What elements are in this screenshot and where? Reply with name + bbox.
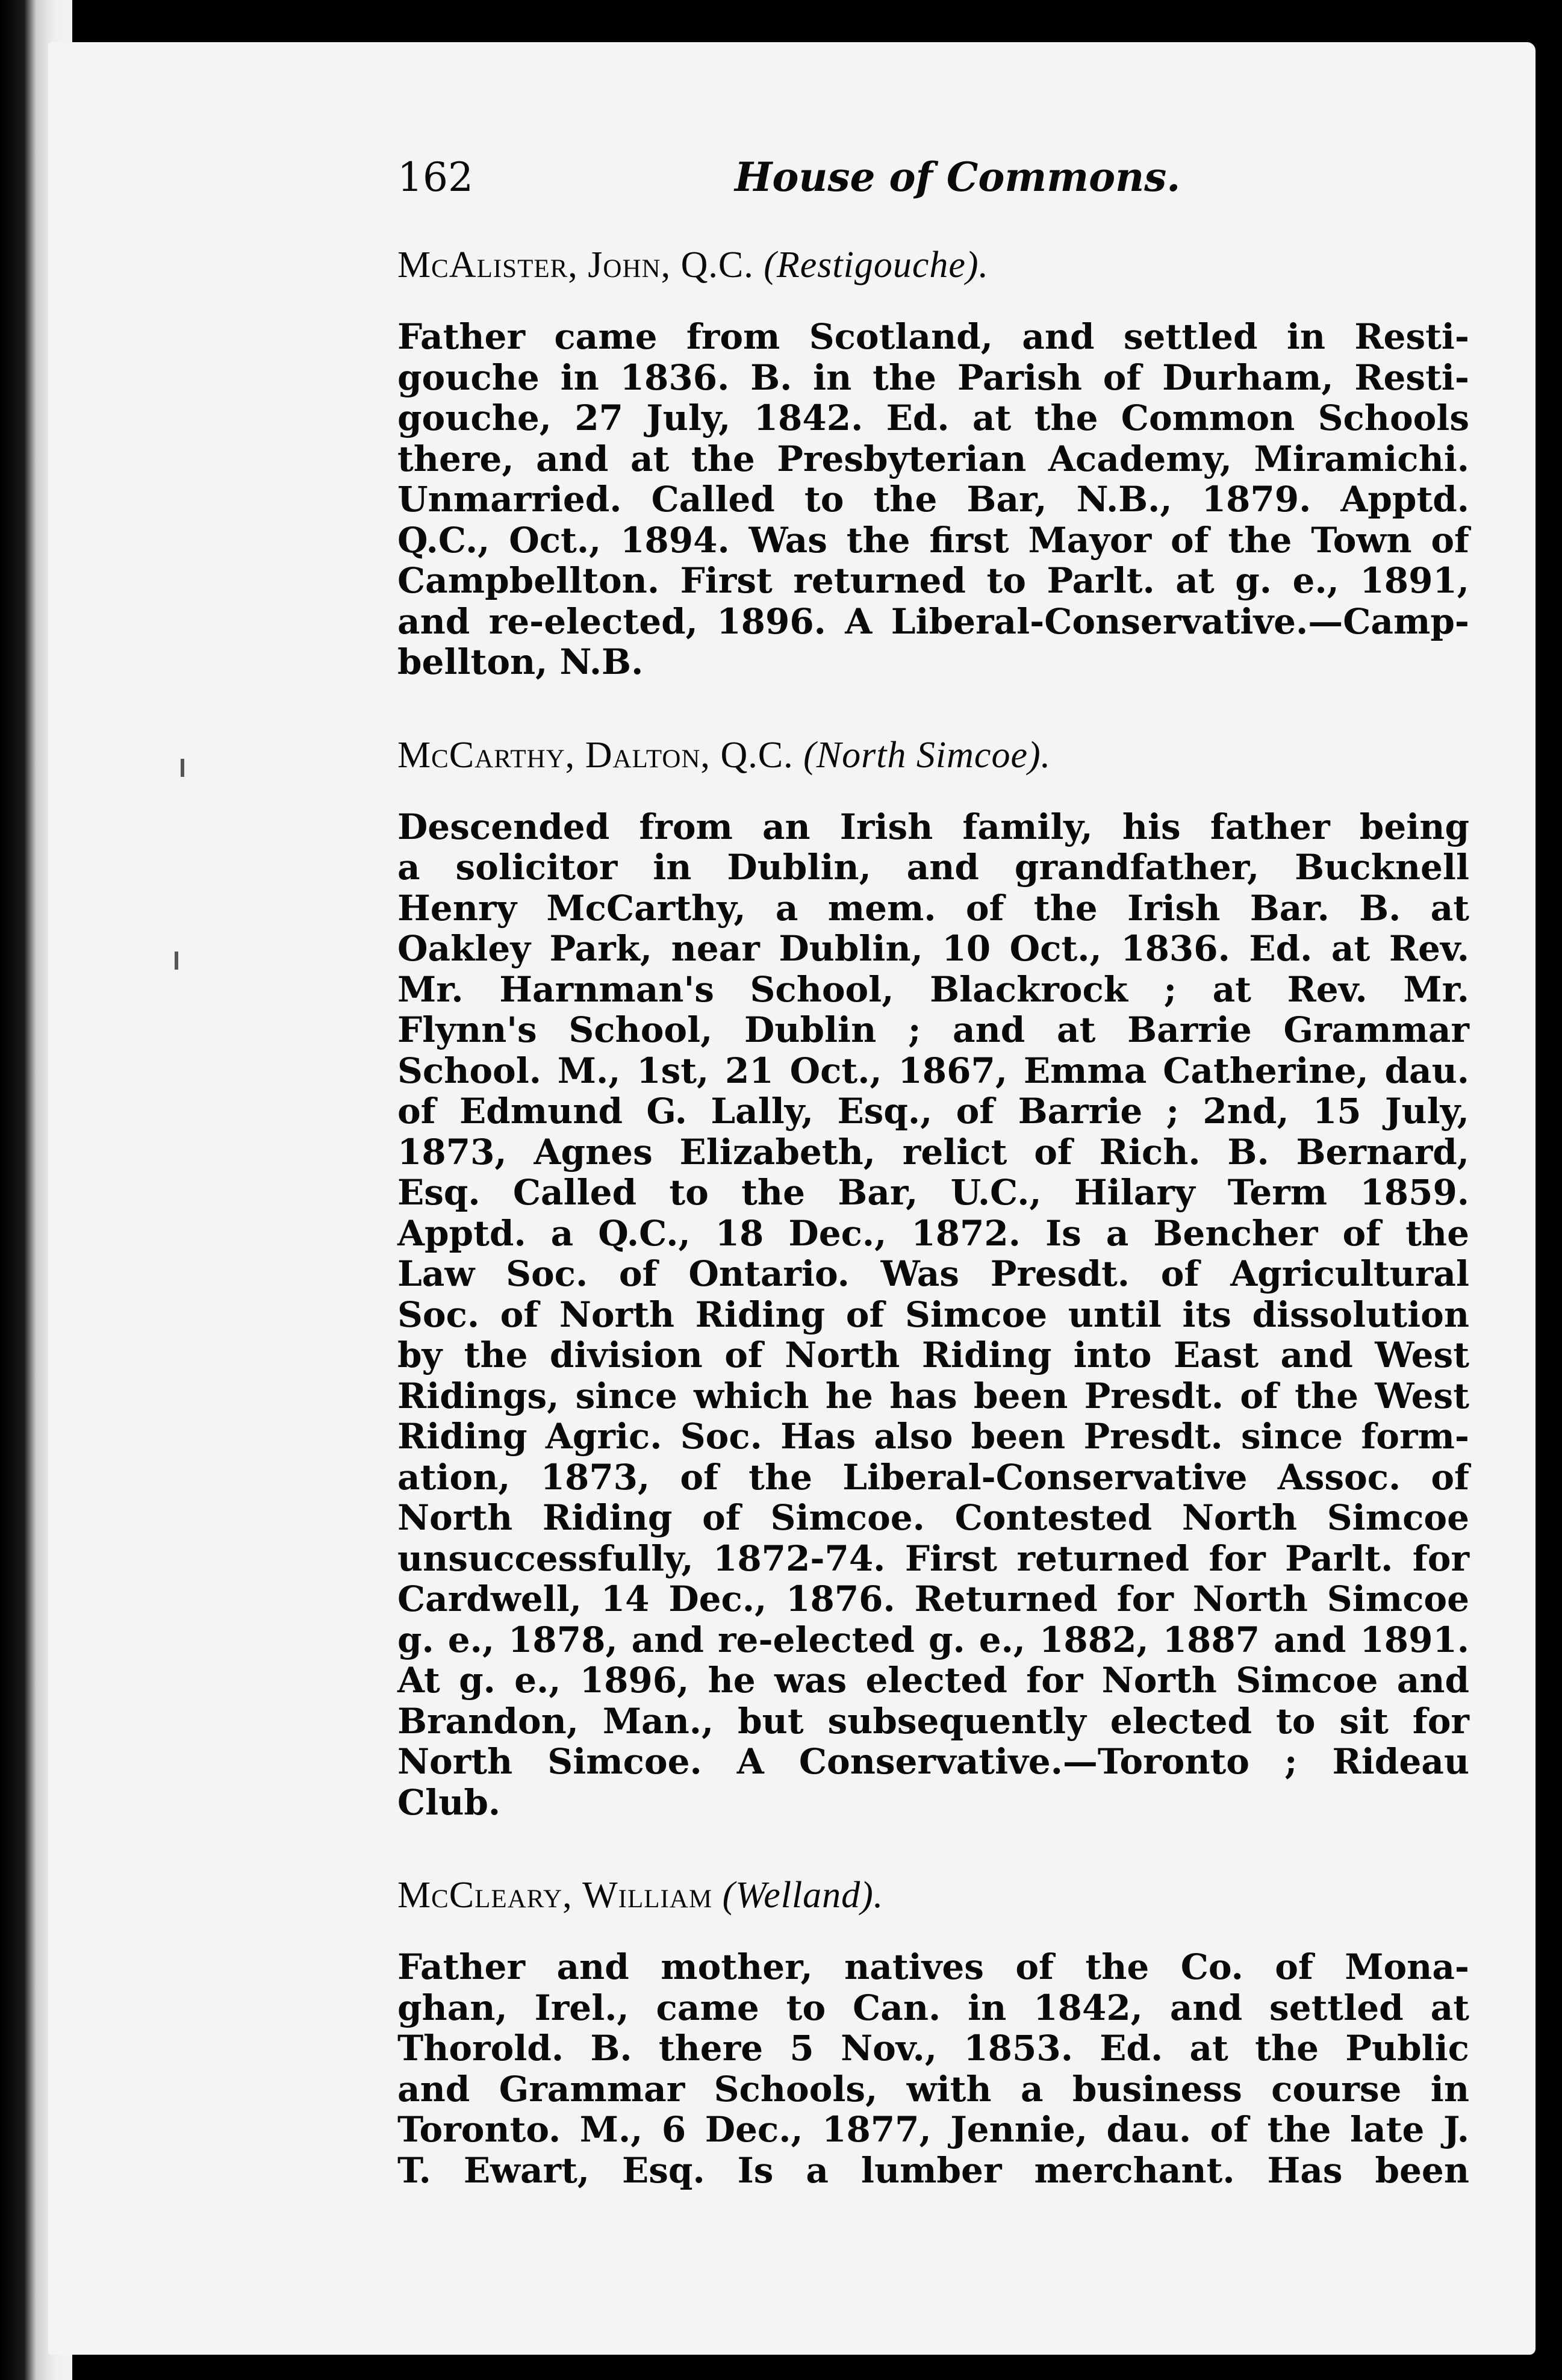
margin-mark [181,759,184,777]
entry-mccleary [397,1874,1469,2191]
text-line: a solicitor in Dublin, and grandfather, Bucknell [397,847,1469,888]
text-line: Q.C., Oct., 1894. Was the first Mayor of the Town of [397,519,1469,561]
text-line: bellton, N.B. [397,641,644,682]
text-line: Father came from Scotland, and settled in Resti- [397,316,1469,357]
text-line: Esq. Called to the Bar, U.C., Hilary Term 1859. [397,1172,1469,1213]
text-line: Oakley Park, near Dublin, 10 Oct., 1836. Ed. at Rev. [397,928,1469,969]
entry-riding: (Welland). [722,1875,884,1916]
text-line: At g. e., 1896, he was elected for North Simcoe and [397,1660,1469,1701]
entry-given-name: John, [588,245,671,285]
entry-given-name: Dalton, [585,734,711,776]
entry-biography [397,317,1469,683]
entry-suffix: Q.C. [720,734,794,776]
entry-surname: McCleary, [397,1875,573,1916]
entry-riding: (North Simcoe). [803,734,1051,776]
entry-heading [397,244,1469,287]
text-line: Campbellton. First returned to Parlt. at g. e., 1891, [397,560,1469,601]
running-head [397,154,1469,208]
text-line: Ridings, since which he has been Presdt. of the West [397,1375,1469,1416]
text-line: T. Ewart, Esq. Is a lumber merchant. Has been [397,2149,1469,2191]
text-line: and Grammar Schools, with a business course in [397,2068,1469,2110]
text-line: Brandon, Man., but subsequently elected to sit for [397,1700,1469,1742]
text-line: Father and mother, natives of the Co. of Mona- [397,1946,1469,1987]
text-line: Soc. of North Riding of Simcoe until its dissolution [397,1294,1469,1335]
running-title: House of Commons. [735,154,1181,201]
text-line: gouche in 1836. B. in the Parish of Durham, Resti- [397,357,1469,398]
text-line: Riding Agric. Soc. Has also been Presdt. since form- [397,1416,1469,1457]
page-number: 162 [397,154,473,201]
text-line: North Riding of Simcoe. Contested North Simcoe [397,1497,1469,1538]
text-line: by the division of North Riding into East and West [397,1335,1469,1375]
text-line: 1873, Agnes Elizabeth, relict of Rich. B. Bernard, [397,1131,1469,1173]
text-line: Unmarried. Called to the Bar, N.B., 1879. Apptd. [397,479,1469,520]
text-line: of Edmund G. Lally, Esq., of Barrie ; 2nd, 15 July, [397,1091,1469,1132]
text-line: Cardwell, 14 Dec., 1876. Returned for North Simcoe [397,1578,1469,1619]
text-line: North Simcoe. A Conservative.—Toronto ; Rideau [397,1741,1469,1782]
text-line: Flynn's School, Dublin ; and at Barrie Grammar [397,1009,1469,1050]
entry-mccarthy [397,734,1469,1824]
entry-biography [397,1947,1469,2191]
entry-mcalister [397,244,1469,683]
text-line: ghan, Irel., came to Can. in 1842, and settled at [397,1987,1469,2028]
entry-biography [397,807,1469,1824]
entry-riding: (Restigouche). [764,245,989,285]
text-line: School. M., 1st, 21 Oct., 1867, Emma Catherine, dau. [397,1050,1469,1091]
text-line: Thorold. B. there 5 Nov., 1853. Ed. at the Public [397,2028,1469,2069]
text-line: gouche, 27 July, 1842. Ed. at the Common Schools [397,397,1469,438]
text-line: Descended from an Irish family, his father being [397,806,1469,847]
text-line: and re-elected, 1896. A Liberal-Conservative.—Camp- [397,600,1469,642]
text-line: Club. [397,1781,501,1823]
text-line: ation, 1873, of the Liberal-Conservative Assoc. of [397,1456,1469,1498]
entry-surname: McCarthy, [397,734,576,776]
text-line: Mr. Harnman's School, Blackrock ; at Rev. Mr. [397,968,1469,1010]
entry-surname: McAlister, [397,245,578,285]
text-line: there, and at the Presbyterian Academy, Miramichi. [397,438,1469,479]
text-line: Toronto. M., 6 Dec., 1877, Jennie, dau. of the late J. [397,2109,1469,2150]
text-line: Henry McCarthy, a mem. of the Irish Bar. B. at [397,887,1469,929]
text-line: unsuccessfully, 1872-74. First returned for Parlt. for [397,1537,1469,1579]
entry-heading [397,1874,1469,1917]
entry-suffix: Q.C. [680,245,754,285]
text-line: Apptd. a Q.C., 18 Dec., 1872. Is a Bencher of the [397,1212,1469,1254]
entry-heading [397,734,1469,777]
page-content [397,154,1469,2242]
text-line: Law Soc. of Ontario. Was Presdt. of Agricultural [397,1253,1469,1294]
text-line: g. e., 1878, and re-elected g. e., 1882, 1887 and 1891. [397,1619,1469,1660]
entry-given-name: William [582,1875,713,1916]
margin-mark [175,952,178,970]
